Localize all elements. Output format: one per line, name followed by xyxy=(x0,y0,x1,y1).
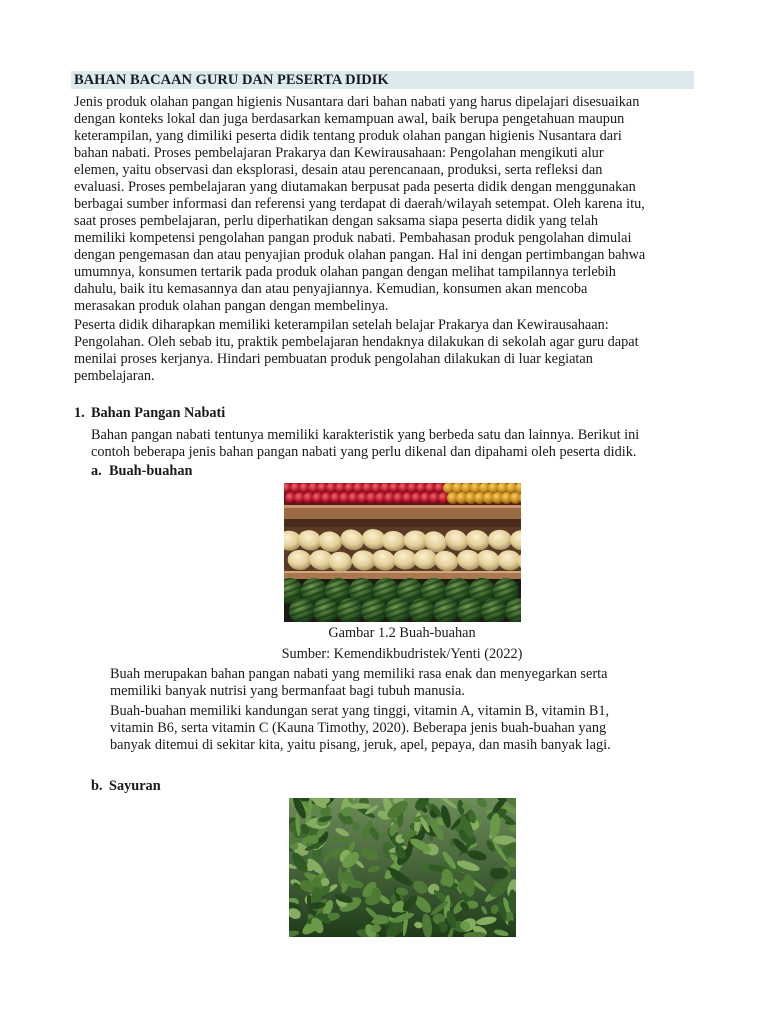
text-line: memiliki kompetensi pengolahan pangan produk nabati. Pembahasan produk pengolahan dimulai xyxy=(74,230,632,246)
text-line: Bahan pangan nabati tentunya memiliki karakteristik yang berbeda satu dan lainnya. Berikut ini xyxy=(91,427,640,443)
text-line: merasakan produk olahan pangan dengan membelinya. xyxy=(74,298,389,314)
text-line: saat proses pembelajaran, perlu diperhatikan dengan saksama siapa peserta didik yang telah xyxy=(74,213,599,229)
figure-caption: Gambar 1.2 Buah-buahan xyxy=(328,625,476,641)
vegetable-figure xyxy=(289,798,516,937)
subsection-a-paragraph-2 xyxy=(110,703,698,754)
section-1-text xyxy=(91,427,698,461)
figure-source: Sumber: Kemendikbudristek/Yenti (2022) xyxy=(281,646,523,662)
text-line: contoh beberapa jenis bahan pangan nabati yang perlu dikenal dan dipahami oleh peserta didik. xyxy=(91,444,637,460)
text-line: Jenis produk olahan pangan higienis Nusantara dari bahan nabati yang harus dipelajari disesuaikan xyxy=(74,94,640,110)
text-line: evaluasi. Proses pembelajaran yang diutamakan berpusat pada peserta didik dengan menggunakan xyxy=(74,179,636,195)
text-line: vitamin B6, serta vitamin C (Kauna Timothy, 2020). Beberapa jenis buah-buahan yang xyxy=(110,720,607,736)
section-title-text: Bahan Pangan Nabati xyxy=(91,405,226,421)
section-number: 1. xyxy=(74,405,85,421)
subsection-title-text: Sayuran xyxy=(109,778,161,794)
subsection-letter: a. xyxy=(91,463,102,479)
text-line: keterampilan, yang dimiliki peserta didik tentang produk olahan pangan higienis Nusantara dari xyxy=(74,128,622,144)
text-line: Pengolahan. Oleh sebab itu, praktik pembelajaran hendaknya dilakukan di sekolah agar guru dapat xyxy=(74,334,639,350)
vegetable-image xyxy=(289,798,516,937)
subsection-letter: b. xyxy=(91,778,103,794)
fruit-image xyxy=(284,483,521,622)
text-line: pembelajaran. xyxy=(74,368,155,384)
text-line: Peserta didik diharapkan memiliki keterampilan setelah belajar Prakarya dan Kewirausahaan: xyxy=(74,317,609,333)
text-line: banyak ditemui di sekitar kita, yaitu pisang, jeruk, apel, pepaya, dan masih banyak lagi. xyxy=(110,737,611,753)
subsection-a-paragraph-1 xyxy=(110,666,698,700)
subsection-b-title xyxy=(91,778,161,795)
text-line: dengan konteks lokal dan juga berdasarkan kemampuan awal, baik berupa pengetahuan maupun xyxy=(74,111,625,127)
subsection-a-title xyxy=(91,463,192,480)
section-1-title xyxy=(74,405,225,422)
text-line: elemen, yaitu observasi dan eksplorasi, desain atau perencanaan, produksi, serta refleksi dan xyxy=(74,162,603,178)
text-line: dahulu, baik itu kemasannya dan atau penyajiannya. Kemudian, konsumen akan mencoba xyxy=(74,281,588,297)
fruit-figure xyxy=(284,483,521,622)
text-line: bahan nabati. Proses pembelajaran Prakarya dan Kewirausahaan: Pengolahan mengikuti alur xyxy=(74,145,604,161)
text-line: dengan pengemasan dan atau penyajian produk olahan pangan. Hal ini dengan pertimbangan bahwa xyxy=(74,247,646,263)
intro-paragraph-2 xyxy=(74,317,698,385)
section-heading: BAHAN BACAAN GURU DAN PESERTA DIDIK xyxy=(71,71,694,89)
text-line: umumnya, konsumen tertarik pada produk olahan pangan dengan melihat tampilannya terlebih xyxy=(74,264,616,280)
subsection-title-text: Buah-buahan xyxy=(109,463,193,479)
text-line: berbagai sumber informasi dan referensi yang terdapat di daerah/wilayah setempat. Oleh karena itu, xyxy=(74,196,645,212)
text-line: menilai proses kerjanya. Hindari pembuatan produk pengolahan dilakukan di luar kegiatan xyxy=(74,351,593,367)
text-line: Buah-buahan memiliki kandungan serat yang tinggi, vitamin A, vitamin B, vitamin B1, xyxy=(110,703,610,719)
intro-paragraph-1 xyxy=(74,94,698,315)
text-line: memiliki banyak nutrisi yang bermanfaat bagi tubuh manusia. xyxy=(110,683,465,699)
text-line: Buah merupakan bahan pangan nabati yang memiliki rasa enak dan menyegarkan serta xyxy=(110,666,608,682)
